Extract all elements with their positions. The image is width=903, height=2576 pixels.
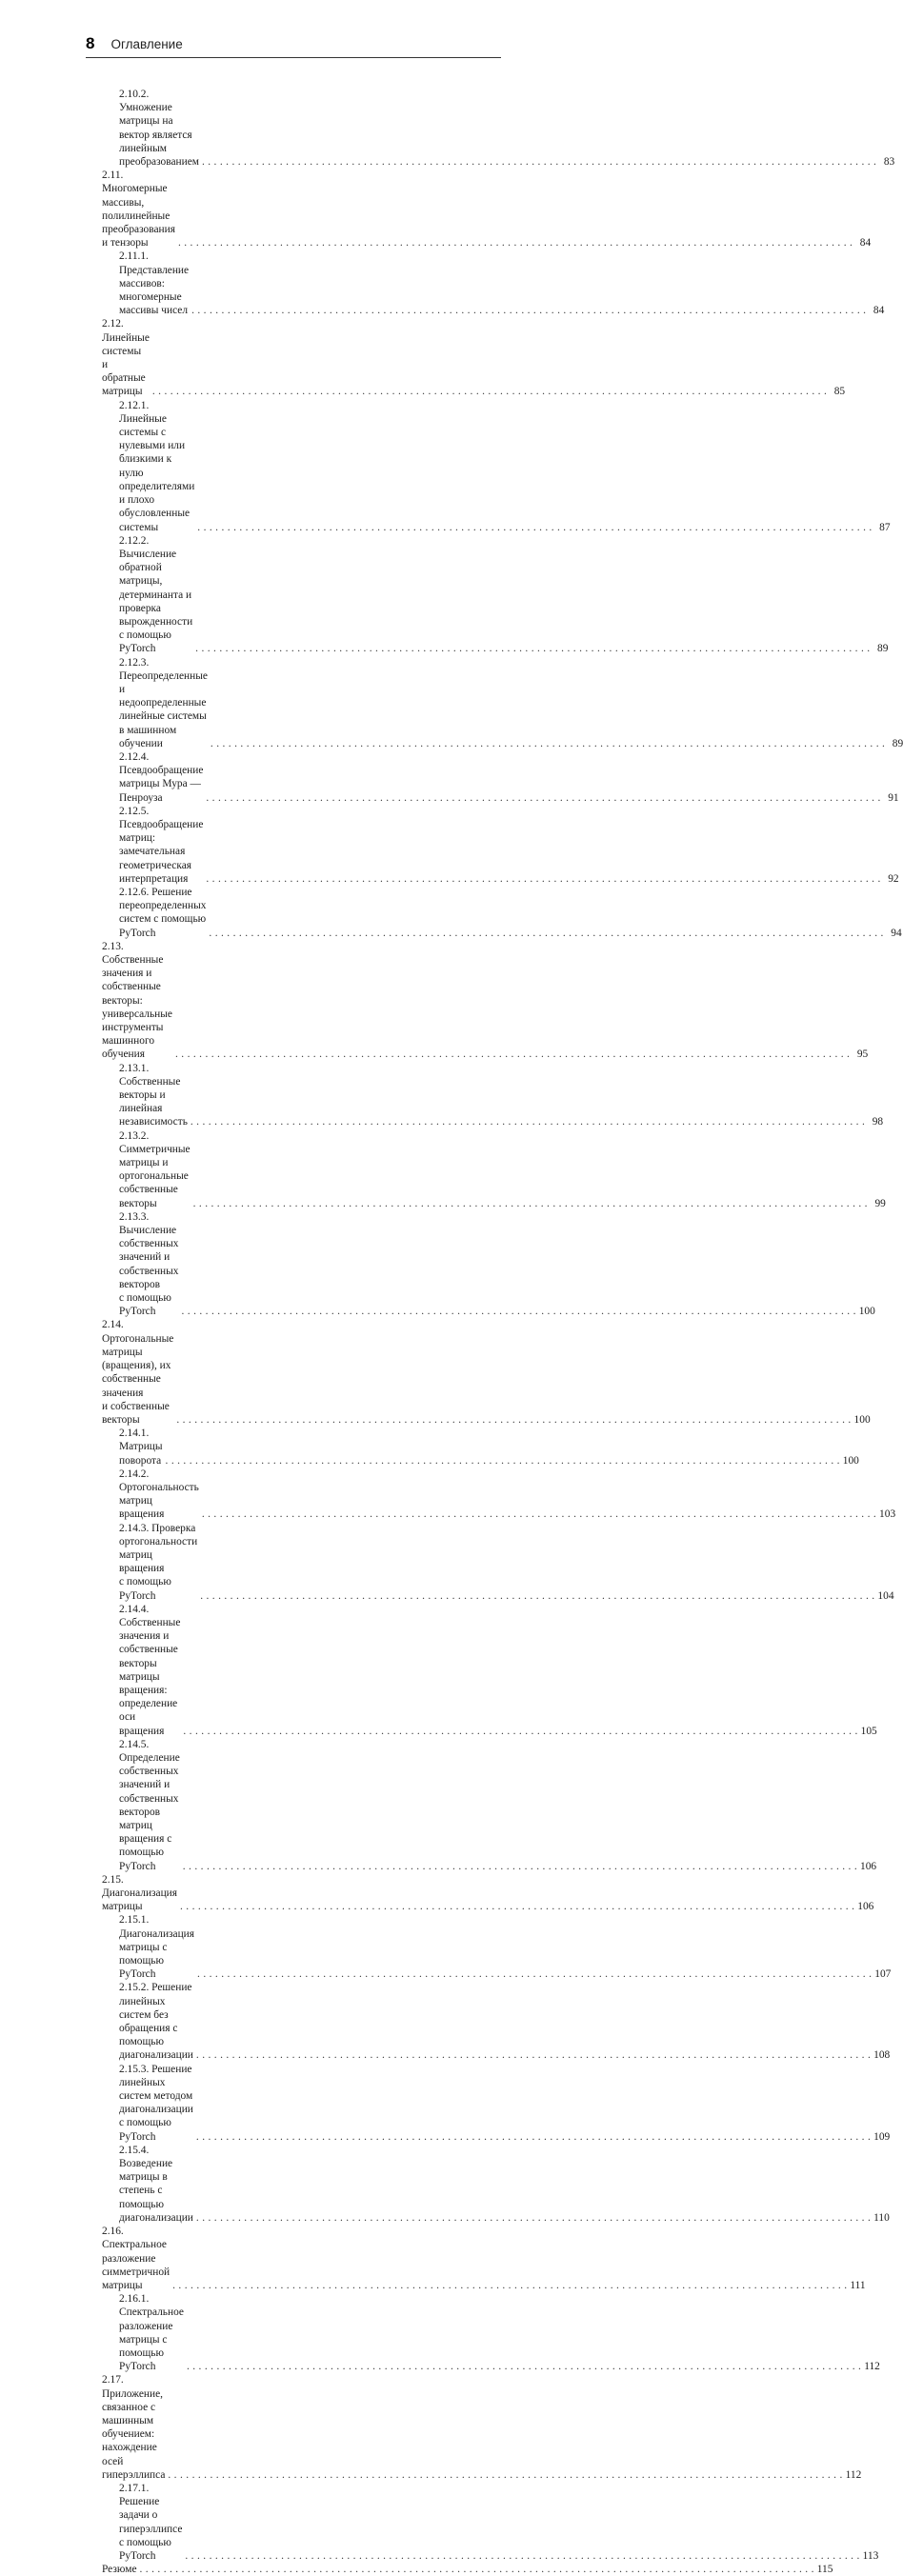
toc-entry-title-line: 2.11. Многомерные массивы, полилинейные преобразования и тензоры bbox=[102, 170, 175, 250]
toc-entry-title-line: 2.11.1. Представление массивов: многомерные массивы чисел bbox=[119, 250, 190, 317]
toc-entry-title bbox=[119, 534, 192, 656]
toc-entry bbox=[102, 317, 846, 398]
toc-entry bbox=[102, 1062, 884, 1129]
toc-entry-title bbox=[102, 2563, 137, 2576]
dot-leader bbox=[166, 1454, 840, 1468]
toc-entry-title bbox=[102, 940, 172, 1062]
toc-entry bbox=[102, 2373, 862, 2482]
toc-entry-title-line: вырожденности с помощью PyTorch bbox=[119, 615, 193, 655]
toc-entry-title bbox=[119, 1062, 188, 1129]
toc-entry-title-line: 2.16.1. Спектральное разложение матрицы с помощью PyTorch bbox=[119, 2293, 184, 2373]
page-header bbox=[86, 34, 501, 55]
toc-entry bbox=[102, 2482, 879, 2563]
toc-entry-title-line: 2.14.2. Ортогональность матриц вращения bbox=[119, 1468, 199, 1521]
dot-leader bbox=[172, 2279, 847, 2292]
toc-entry bbox=[102, 1603, 877, 1738]
dot-leader bbox=[196, 2211, 871, 2225]
toc-entry-title-line: нахождение осей гиперэллипса bbox=[102, 2442, 166, 2481]
dot-leader bbox=[202, 1508, 876, 1521]
dot-leader bbox=[140, 2563, 814, 2576]
toc-entry bbox=[102, 250, 885, 317]
page-number: 8 bbox=[86, 34, 95, 52]
dot-leader bbox=[182, 1305, 856, 1318]
toc-entry-title-line: и собственные векторы bbox=[102, 1400, 170, 1426]
toc-entry-title-line: 2.13.1. Собственные векторы и линейная независимость bbox=[119, 1062, 188, 1128]
toc-entry-title bbox=[119, 886, 206, 940]
toc-entry-title-line: 2.14.3. Проверка ортогональности матриц вращения bbox=[119, 1522, 198, 1575]
dot-leader bbox=[197, 1967, 872, 1981]
toc-entry-title-line: 2.15. Диагонализация матрицы bbox=[102, 1873, 178, 1913]
toc-entry bbox=[102, 88, 895, 169]
toc-entry-title-line: 2.15.2. Решение линейных систем без обращения с помощью bbox=[119, 1982, 192, 2048]
toc-entry bbox=[102, 1522, 894, 1603]
toc-entry-title-line: диагонализации bbox=[119, 2049, 193, 2062]
toc-page-number: 109 bbox=[873, 2130, 891, 2143]
toc-page-number: 85 bbox=[833, 386, 846, 398]
toc-entry-title-line: 2.12.4. Псевдообращение матрицы Мура — Пенроуза bbox=[119, 750, 204, 804]
toc-entry-title bbox=[102, 1873, 177, 1914]
toc-entry-title bbox=[119, 2144, 193, 2225]
toc-page-number: 92 bbox=[888, 872, 899, 885]
toc-entry bbox=[102, 1468, 896, 1522]
toc-entry-title bbox=[119, 1468, 199, 1522]
toc-page-number: 84 bbox=[859, 237, 872, 250]
toc-entry-title-line: матриц вращения с помощью PyTorch bbox=[119, 1820, 172, 1872]
dot-leader bbox=[176, 1413, 851, 1427]
toc-entry bbox=[102, 1427, 859, 1468]
toc-page-number: 89 bbox=[877, 643, 889, 655]
dot-leader bbox=[211, 737, 885, 750]
dot-leader bbox=[187, 2360, 861, 2373]
toc-entry-title-line: 2.14.1. Матрицы поворота bbox=[119, 1428, 163, 1467]
dot-leader bbox=[183, 1725, 857, 1738]
toc-entry-title bbox=[102, 169, 175, 250]
toc-entry-title-line: 2.12.5. Псевдообращение матриц: замечательная геометрическая bbox=[119, 805, 204, 871]
toc-entry bbox=[102, 2063, 891, 2144]
toc-entry bbox=[102, 2225, 866, 2292]
toc-page-number: 104 bbox=[877, 1589, 894, 1602]
toc-entry-title bbox=[119, 399, 194, 534]
toc-entry bbox=[102, 2292, 880, 2373]
toc-entry-title-line: 2.12. Линейные системы и обратные матрицы bbox=[102, 318, 150, 398]
toc-entry-title bbox=[102, 2225, 170, 2292]
toc-entry-title-line: инструменты машинного обучения bbox=[102, 1022, 164, 1061]
toc-entry-title-line: 2.10.2. Умножение матрицы на вектор является линейным bbox=[119, 89, 192, 154]
table-of-contents bbox=[102, 88, 903, 2576]
toc-entry-title-line: 2.14.5. Определение собственных значений и собственных векторов bbox=[119, 1738, 180, 1818]
dot-leader bbox=[196, 2048, 871, 2062]
dot-leader bbox=[191, 1115, 865, 1128]
toc-entry bbox=[102, 805, 899, 886]
dot-leader bbox=[191, 304, 866, 317]
toc-page-number: 95 bbox=[856, 1048, 869, 1061]
dot-leader bbox=[206, 872, 880, 886]
toc-entry-title bbox=[119, 88, 199, 169]
toc-entry-title-line: 2.14. Ортогональные матрицы (вращения), их собственные значения bbox=[102, 1319, 174, 1399]
dot-leader bbox=[183, 1860, 857, 1873]
toc-entry-title bbox=[102, 1318, 173, 1427]
toc-entry bbox=[102, 1913, 892, 1981]
toc-page-number: 100 bbox=[853, 1413, 871, 1426]
dot-leader bbox=[209, 927, 883, 940]
dot-leader bbox=[195, 642, 870, 655]
toc-entry-title bbox=[119, 1522, 197, 1603]
toc-page-number: 112 bbox=[845, 2468, 862, 2481]
toc-entry-title-line: в машинном обучении bbox=[119, 724, 177, 749]
toc-entry-title-line: 2.13.3. Вычисление собственных значений и собственных векторов bbox=[119, 1210, 179, 1290]
toc-entry bbox=[102, 1318, 871, 1427]
toc-entry-title-line: 2.12.1. Линейные системы с нулевыми или близкими к нулю bbox=[119, 399, 186, 479]
toc-entry-title-line: 2.16. Спектральное разложение симметричной матрицы bbox=[102, 2226, 171, 2291]
toc-entry-title-line: с помощью PyTorch bbox=[119, 1576, 171, 1602]
toc-entry-title-line: 2.17.1. Решение задачи о гиперэллипсе с помощью PyTorch bbox=[119, 2482, 183, 2562]
toc-entry-title-line: преобразованием bbox=[119, 156, 199, 169]
dot-leader bbox=[202, 155, 876, 169]
toc-page-number: 106 bbox=[860, 1860, 877, 1872]
dot-leader bbox=[206, 791, 880, 805]
toc-page-number: 87 bbox=[879, 521, 891, 533]
toc-page-number: 103 bbox=[879, 1508, 896, 1521]
toc-entry-title bbox=[102, 317, 150, 398]
toc-entry bbox=[102, 1981, 891, 2062]
dot-leader bbox=[200, 1589, 874, 1603]
toc-entry-title bbox=[119, 1603, 180, 1738]
toc-entry-title-line: с помощью PyTorch bbox=[119, 2117, 171, 2143]
toc-entry-title bbox=[119, 2292, 184, 2373]
toc-entry-title-line: с помощью PyTorch bbox=[119, 1292, 171, 1318]
toc-entry-title-line: 2.12.6. Решение переопределенных систем с помощью PyTorch bbox=[119, 886, 207, 939]
toc-page-number: 108 bbox=[873, 2049, 891, 2062]
toc-entry bbox=[102, 1210, 875, 1319]
toc-entry bbox=[102, 656, 903, 750]
dot-leader bbox=[197, 521, 872, 534]
toc-entry bbox=[102, 1129, 886, 1210]
toc-entry bbox=[102, 750, 899, 805]
dot-leader bbox=[152, 385, 827, 398]
toc-entry-title-line: интерпретация bbox=[119, 872, 189, 885]
toc-entry-title-line: Резюме bbox=[102, 2564, 137, 2576]
dot-leader bbox=[178, 236, 853, 250]
toc-entry-title-line: 2.14.4. Собственные значения и собственные векторы матрицы bbox=[119, 1603, 181, 1683]
toc-entry-title-line: 2.15.4. Возведение матрицы в степень с помощью диагонализации bbox=[119, 2144, 193, 2224]
toc-entry-title bbox=[119, 805, 203, 886]
toc-entry-title-line: 2.12.2. Вычисление обратной матрицы, детерминанта и проверка bbox=[119, 534, 192, 614]
toc-entry-title-line: 2.15.1. Диагонализация матрицы с помощью PyTorch bbox=[119, 1914, 195, 1981]
dot-leader bbox=[180, 1900, 854, 1913]
toc-entry-title bbox=[119, 1913, 194, 1981]
toc-page-number: 113 bbox=[862, 2549, 879, 2562]
toc-entry bbox=[102, 1873, 874, 1914]
toc-entry bbox=[102, 940, 869, 1062]
toc-entry bbox=[102, 2563, 833, 2576]
toc-page-number: 105 bbox=[860, 1725, 877, 1737]
toc-entry bbox=[102, 399, 891, 534]
toc-entry-title bbox=[119, 656, 208, 750]
toc-page-number: 94 bbox=[891, 927, 902, 939]
toc-page-number: 83 bbox=[883, 156, 895, 169]
toc-page-number: 99 bbox=[874, 1197, 886, 1209]
toc-entry bbox=[102, 169, 872, 250]
toc-entry-title-line: определителями и плохо обусловленные системы bbox=[119, 480, 195, 533]
running-title: Оглавление bbox=[110, 37, 183, 51]
toc-entry bbox=[102, 1738, 877, 1873]
toc-entry-title bbox=[119, 1738, 180, 1873]
dot-leader bbox=[196, 2130, 871, 2144]
dot-leader bbox=[193, 1197, 868, 1210]
toc-entry bbox=[102, 2144, 890, 2225]
toc-entry-title bbox=[119, 1427, 163, 1468]
toc-entry-title bbox=[119, 1981, 193, 2062]
toc-entry-title-line: 2.17. Приложение, связанное с машинным обучением: bbox=[102, 2374, 163, 2441]
toc-entry-title bbox=[119, 750, 203, 805]
toc-entry-title-line: 2.13.2. Симметричные матрицы и ортогональные собственные векторы bbox=[119, 1129, 191, 1209]
toc-entry bbox=[102, 534, 889, 656]
toc-page-number: 110 bbox=[873, 2211, 890, 2224]
toc-entry-title bbox=[119, 1129, 191, 1210]
dot-leader bbox=[168, 2468, 842, 2482]
toc-page-number: 107 bbox=[874, 1968, 892, 1981]
dot-leader bbox=[175, 1048, 850, 1061]
toc-entry-title-line: 2.15.3. Решение линейных систем методом диагонализации bbox=[119, 2063, 193, 2116]
toc-entry-title bbox=[119, 2063, 193, 2144]
toc-entry-title-line: вращения: определение оси вращения bbox=[119, 1684, 178, 1737]
toc-page-number: 100 bbox=[858, 1306, 875, 1318]
toc-page-number: 91 bbox=[888, 791, 899, 804]
toc-entry-title bbox=[119, 250, 189, 317]
toc-entry-title bbox=[119, 1210, 179, 1319]
toc-entry-title bbox=[102, 2373, 165, 2482]
toc-page-number: 106 bbox=[857, 1901, 874, 1913]
toc-page-number: 111 bbox=[850, 2279, 866, 2291]
toc-entry-title-line: 2.12.3. Переопределенные и недоопределенные линейные системы bbox=[119, 656, 208, 723]
dot-leader bbox=[185, 2549, 859, 2563]
toc-entry-title bbox=[119, 2482, 182, 2563]
toc-page-number: 84 bbox=[873, 305, 885, 317]
toc-page-number: 89 bbox=[892, 737, 903, 749]
toc-entry-title-line: 2.13. Собственные значения и собственные векторы: универсальные bbox=[102, 940, 172, 1020]
header-rule bbox=[86, 57, 501, 58]
toc-page-number: 98 bbox=[872, 1116, 884, 1128]
toc-entry bbox=[102, 886, 902, 940]
toc-page-number: 100 bbox=[842, 1454, 859, 1467]
toc-page-number: 112 bbox=[864, 2361, 880, 2373]
toc-page-number: 115 bbox=[816, 2564, 833, 2576]
